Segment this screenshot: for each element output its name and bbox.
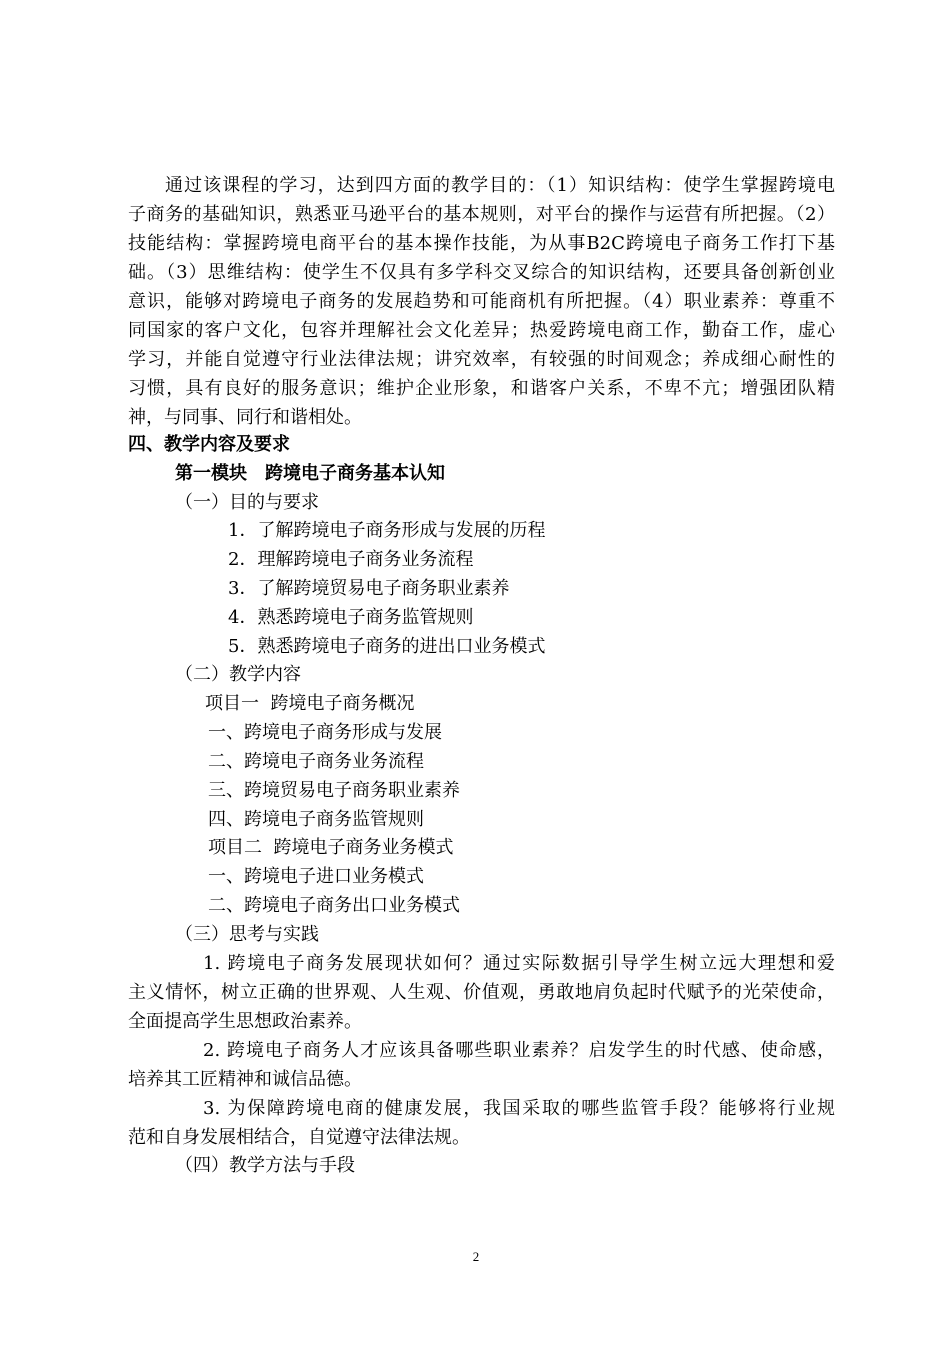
subsection-heading: （一）目的与要求 [175,492,319,513]
project-title: 项目一 跨境电子商务概况 [205,693,415,714]
paragraph-line: 习惯，具有良好的服务意识；维护企业形象，和谐客户关系，不卑不亢；增强团队精 [128,378,835,399]
paragraph-line: 学习，并能自觉遵守行业法律法规；讲究效率，有较强的时间观念；养成细心耐性的 [128,349,835,370]
paragraph-line: 通过该课程的学习，达到四方面的教学目的：（1）知识结构：使学生掌握跨境电 [165,175,835,196]
question-line: 主义情怀，树立正确的世界观、人生观、价值观，勇敢地肩负起时代赋予的光荣使命， [128,982,835,1003]
question-line: 培养其工匠精神和诚信品德。 [128,1069,362,1090]
subsection-heading: （四）教学方法与手段 [175,1155,355,1176]
paragraph-line: 神，与同事、同行和谐相处。 [128,407,362,428]
list-item: 三、跨境贸易电子商务职业素养 [208,780,460,801]
module-title: 第一模块 跨境电子商务基本认知 [175,463,445,484]
page-number: 2 [472,1249,480,1264]
section-heading: 四、教学内容及要求 [128,434,290,455]
question-line: 范和自身发展相结合，自觉遵守法律法规。 [128,1127,470,1148]
list-item: 3．了解跨境贸易电子商务职业素养 [228,578,510,599]
project-title: 项目二 跨境电子商务业务模式 [208,837,454,858]
subsection-heading: （三）思考与实践 [175,924,319,945]
question-line: 2. 跨境电子商务人才应该具备哪些职业素养？启发学生的时代感、使命感， [203,1040,835,1061]
question-line: 1. 跨境电子商务发展现状如何？通过实际数据引导学生树立远大理想和爱 [203,953,835,974]
list-item: 一、跨境电子进口业务模式 [208,866,424,887]
paragraph-line: 子商务的基础知识，熟悉亚马逊平台的基本规则，对平台的操作与运营有所把握。（2） [128,204,835,225]
question-line: 3. 为保障跨境电商的健康发展，我国采取的哪些监管手段？能够将行业规 [203,1098,835,1119]
list-item: 5．熟悉跨境电子商务的进出口业务模式 [228,636,546,657]
question-line: 全面提高学生思想政治素养。 [128,1011,362,1032]
paragraph-line: 技能结构：掌握跨境电商平台的基本操作技能，为从事B2C跨境电子商务工作打下基 [128,233,835,254]
paragraph-line: 同国家的客户文化，包容并理解社会文化差异；热爱跨境电商工作，勤奋工作，虚心 [128,320,835,341]
list-item: 1．了解跨境电子商务形成与发展的历程 [228,520,546,541]
list-item: 4．熟悉跨境电子商务监管规则 [228,607,474,628]
list-item: 一、跨境电子商务形成与发展 [208,722,442,743]
paragraph-line: 意识，能够对跨境电子商务的发展趋势和可能商机有所把握。（4）职业素养：尊重不 [128,291,835,312]
paragraph-line: 础。（3）思维结构：使学生不仅具有多学科交叉综合的知识结构，还要具备创新创业 [128,262,835,283]
subsection-heading: （二）教学内容 [175,664,301,685]
list-item: 二、跨境电子商务业务流程 [208,751,424,772]
list-item: 二、跨境电子商务出口业务模式 [208,895,460,916]
list-item: 2．理解跨境电子商务业务流程 [228,549,474,570]
list-item: 四、跨境电子商务监管规则 [208,809,424,830]
